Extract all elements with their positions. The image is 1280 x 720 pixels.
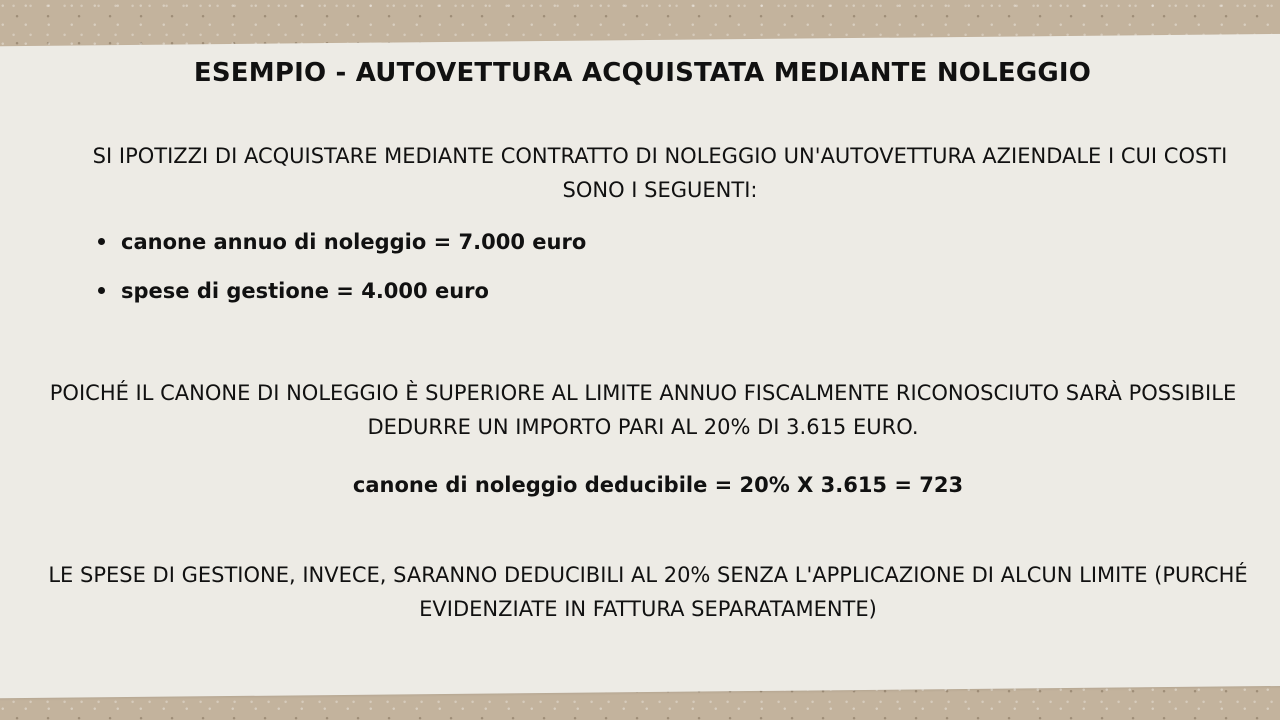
deductible-formula: canone di noleggio deducibile = 20% X 3.615 = 723 xyxy=(352,473,964,497)
bullet-icon xyxy=(98,238,105,245)
list-item-text: spese di gestione = 4.000 euro xyxy=(121,279,489,303)
intro-paragraph: SI IPOTIZZI DI ACQUISTARE MEDIANTE CONTRATTO DI NOLEGGIO UN'AUTOVETTURA AZIENDALE I CUI COSTI SONO I SEGUENTI: xyxy=(92,144,1228,202)
explanation-paragraph: POICHÉ IL CANONE DI NOLEGGIO È SUPERIORE AL LIMITE ANNUO FISCALMENTE RICONOSCIUTO SARÀ POSSIBILE DEDURRE UN IMPORTO PARI AL 20% DI 3.615 EURO. xyxy=(49,381,1237,439)
bullet-icon xyxy=(98,287,105,294)
list-item-text: canone annuo di noleggio = 7.000 euro xyxy=(121,230,587,254)
list-item xyxy=(97,226,586,258)
list-item xyxy=(97,275,586,307)
conclusion-paragraph: LE SPESE DI GESTIONE, INVECE, SARANNO DEDUCIBILI AL 20% SENZA L'APPLICAZIONE DI ALCUN LIMITE (PURCHÉ EVIDENZIATE IN FATTURA SEPARATAMENTE) xyxy=(48,563,1248,621)
cost-list xyxy=(97,226,586,324)
slide-title: ESEMPIO - AUTOVETTURA ACQUISTATA MEDIANTE NOLEGGIO xyxy=(193,58,1092,88)
